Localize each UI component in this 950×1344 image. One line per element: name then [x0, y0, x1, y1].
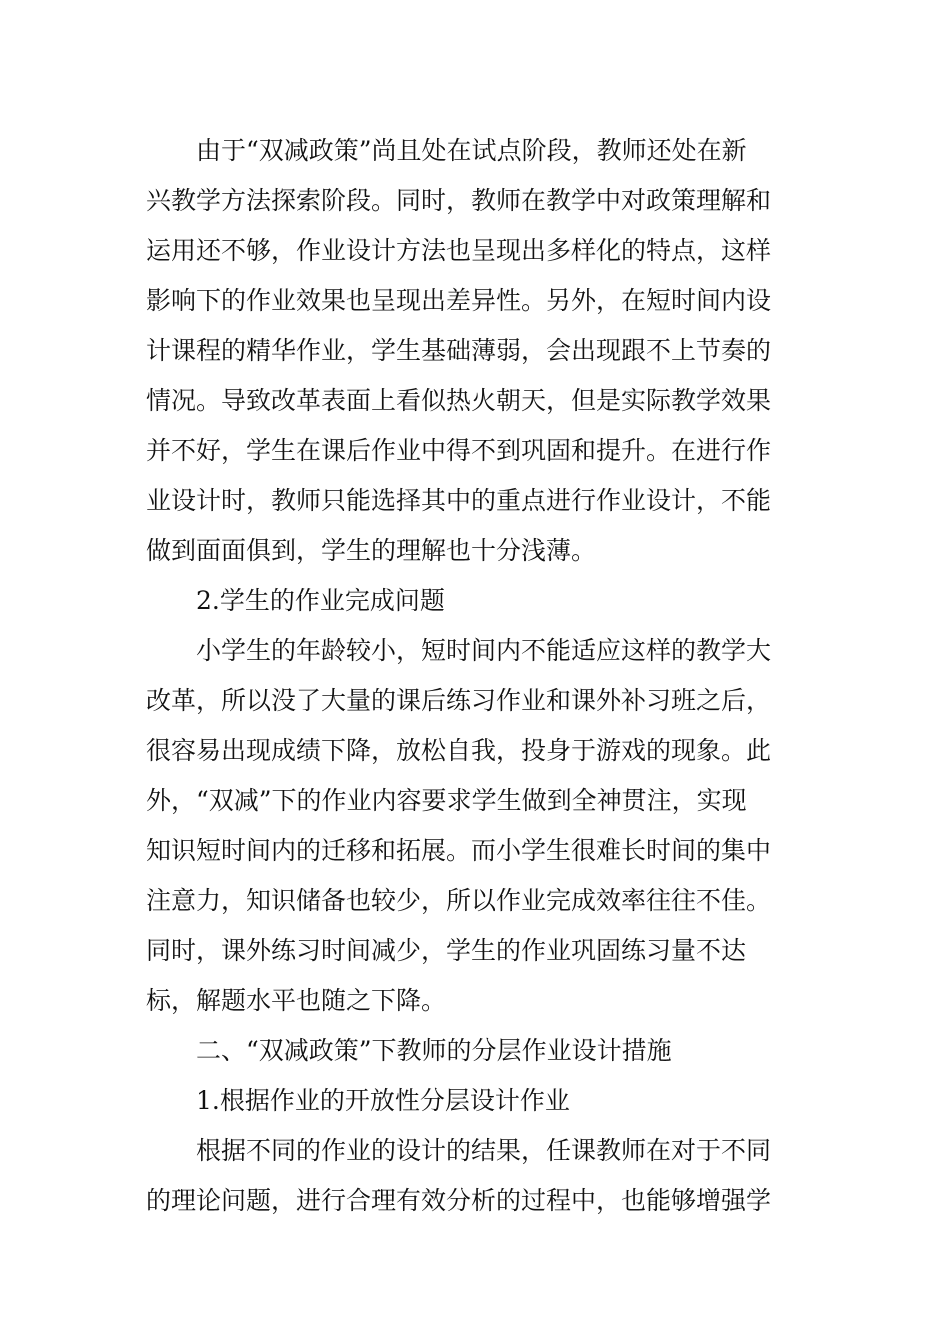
section-heading: 二、“双减政策”下教师的分层作业设计措施 [196, 1036, 672, 1065]
paragraph-line: 由于“双减政策”尚且处在试点阶段，教师还处在新 [196, 136, 747, 165]
section-heading: 2.学生的作业完成问题 [196, 586, 445, 615]
paragraph-line: 影响下的作业效果也呈现出差异性。另外，在短时间内设 [146, 286, 772, 315]
paragraph-line: 业设计时，教师只能选择其中的重点进行作业设计，不能 [146, 486, 772, 515]
paragraph-line: 同时，课外练习时间减少，学生的作业巩固练习量不达 [146, 936, 747, 965]
paragraph-line: 并不好，学生在课后作业中得不到巩固和提升。在进行作 [146, 436, 772, 465]
paragraph-line: 注意力，知识储备也较少，所以作业完成效率往往不佳。 [146, 886, 772, 915]
paragraph-line: 改革，所以没了大量的课后练习作业和课外补习班之后， [146, 686, 772, 715]
subsection-heading: 1.根据作业的开放性分层设计作业 [196, 1086, 570, 1115]
paragraph-line: 做到面面俱到，学生的理解也十分浅薄。 [146, 536, 597, 565]
paragraph-line: 情况。导致改革表面上看似热火朝天，但是实际教学效果 [146, 386, 772, 415]
paragraph-line: 外，“双减”下的作业内容要求学生做到全神贯注，实现 [146, 786, 747, 815]
paragraph-line: 的理论问题，进行合理有效分析的过程中，也能够增强学 [146, 1186, 772, 1215]
paragraph-line: 知识短时间内的迁移和拓展。而小学生很难长时间的集中 [146, 836, 772, 865]
paragraph-line: 兴教学方法探索阶段。同时，教师在教学中对政策理解和 [146, 186, 772, 215]
paragraph-line: 很容易出现成绩下降，放松自我，投身于游戏的现象。此 [146, 736, 772, 765]
paragraph-line: 小学生的年龄较小，短时间内不能适应这样的教学大 [196, 636, 772, 665]
paragraph-line: 根据不同的作业的设计的结果，任课教师在对于不同 [196, 1136, 772, 1165]
paragraph-line: 标，解题水平也随之下降。 [146, 986, 447, 1015]
paragraph-line: 运用还不够，作业设计方法也呈现出多样化的特点，这样 [146, 236, 772, 265]
paragraph-line: 计课程的精华作业，学生基础薄弱，会出现跟不上节奏的 [146, 336, 772, 365]
